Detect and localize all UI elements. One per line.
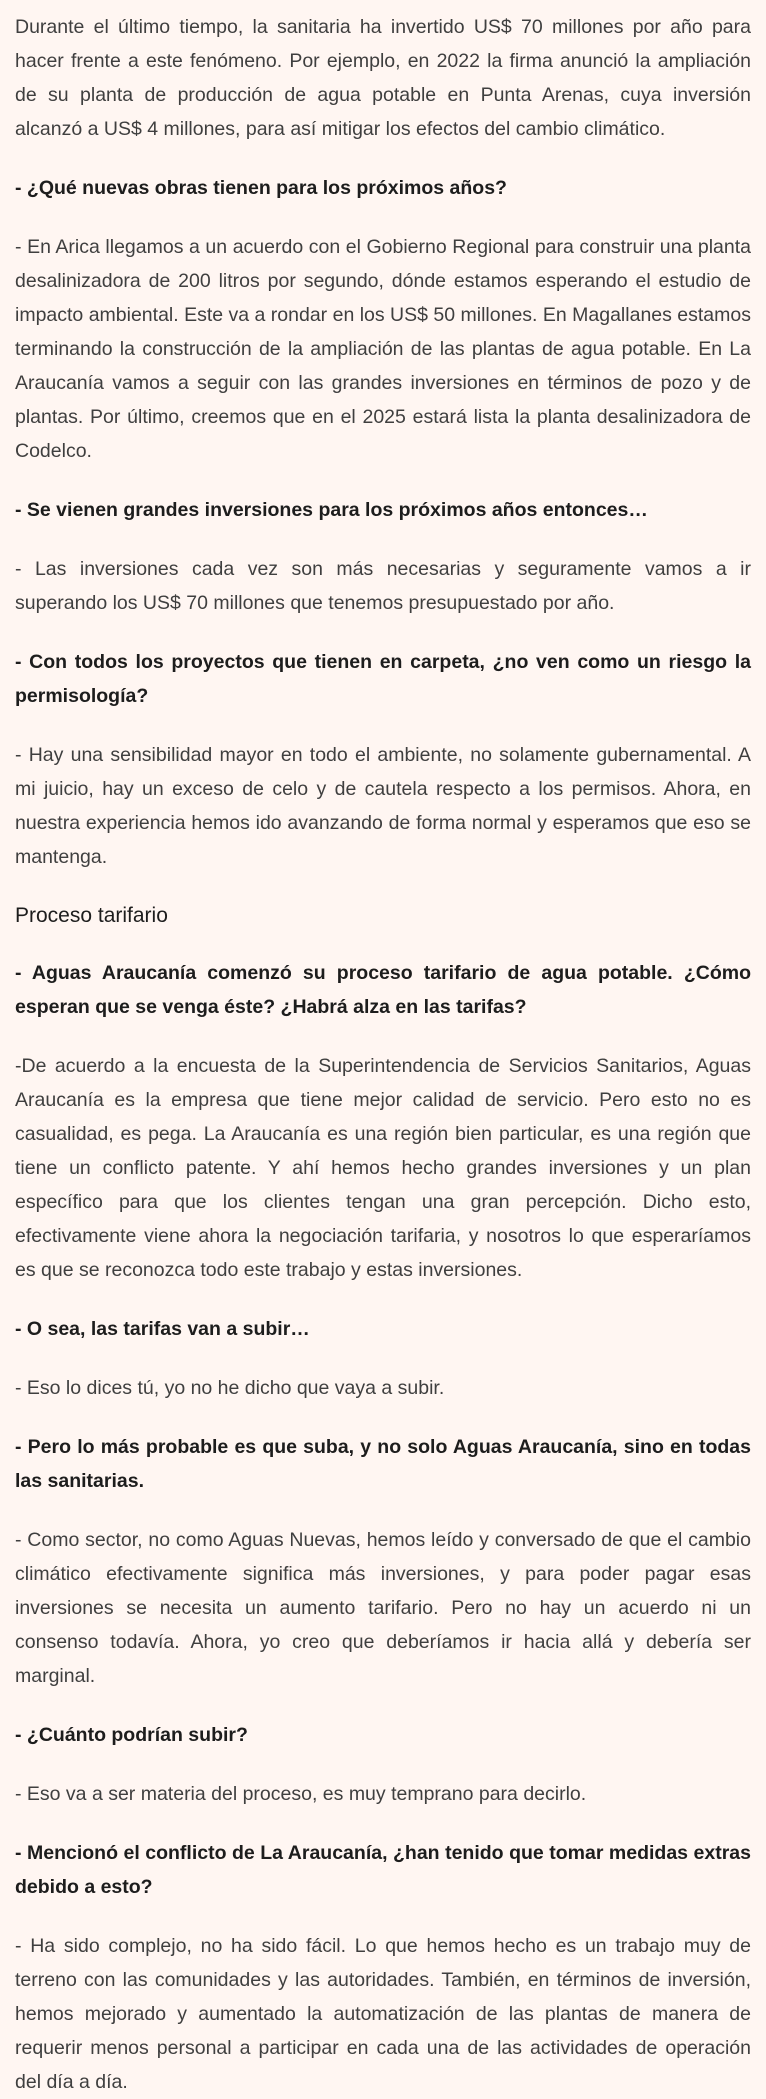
question-tariff-process: - Aguas Araucanía comenzó su proceso tarifario de agua potable. ¿Cómo esperan que se venga éste? ¿Habrá alza en las tarifas? <box>15 962 751 1018</box>
question-permits-risk: - Con todos los proyectos que tienen en carpeta, ¿no ven como un riesgo la permisología? <box>15 651 751 707</box>
question-all-sanitarias: - Pero lo más probable es que suba, y no solo Aguas Araucanía, sino en todas las sanitarias. <box>15 1436 751 1492</box>
question-new-works: - ¿Qué nuevas obras tienen para los próximos años? <box>15 177 507 199</box>
question-big-investments: - Se vienen grandes inversiones para los próximos años entonces… <box>15 499 648 521</box>
question-how-much: - ¿Cuánto podrían subir? <box>15 1724 248 1746</box>
intro-paragraph: Durante el último tiempo, la sanitaria ha invertido US$ 70 millones por año para hacer frente a este fenómeno. Por ejemplo, en 2022 la firma anunció la ampliación de su planta de producción de agua potable en Punta Arenas, cuya inversión alcanzó a US$ 4 millones, para así mitigar los efectos del cambio climático. <box>15 16 751 140</box>
answer-araucania-conflict: - Ha sido complejo, no ha sido fácil. Lo que hemos hecho es un trabajo muy de terreno con las comunidades y las autoridades. También, en términos de inversión, hemos mejorado y aumentado la automatización de las plantas de manera de requerir menos personal a participar en cada una de las actividades de operación del día a día. <box>15 1935 751 2093</box>
answer-tariffs-rise: - Eso lo dices tú, yo no he dicho que vaya a subir. <box>15 1377 445 1399</box>
section-subheading: Proceso tarifario <box>15 904 168 927</box>
answer-new-works: - En Arica llegamos a un acuerdo con el Gobierno Regional para construir una planta desalinizadora de 200 litros por segundo, dónde estamos esperando el estudio de impacto ambiental. Este va a rondar en los US$ 50 millones. En Magallanes estamos terminando la construcción de la ampliación de las plantas de agua potable. En La Araucanía vamos a seguir con las grandes inversiones en términos de pozo y de plantas. Por último, creemos que en el 2025 estará lista la planta desalinizadora de Codelco. <box>15 236 751 462</box>
answer-big-investments: - Las inversiones cada vez son más necesarias y seguramente vamos a ir superando los US$ 70 millones que tenemos presupuestado por año. <box>15 558 751 614</box>
question-tariffs-rise: - O sea, las tarifas van a subir… <box>15 1318 310 1340</box>
question-araucania-conflict: - Mencionó el conflicto de La Araucanía, ¿han tenido que tomar medidas extras debido a esto? <box>15 1842 751 1898</box>
answer-all-sanitarias: - Como sector, no como Aguas Nuevas, hemos leído y conversado de que el cambio climático efectivamente significa más inversiones, y para poder pagar esas inversiones se necesita un aumento tarifario. Pero no hay un acuerdo ni un consenso todavía. Ahora, yo creo que deberíamos ir hacia allá y debería ser marginal. <box>15 1529 751 1687</box>
answer-permits-risk: - Hay una sensibilidad mayor en todo el ambiente, no solamente gubernamental. A mi juicio, hay un exceso de celo y de cautela respecto a los permisos. Ahora, en nuestra experiencia hemos ido avanzando de forma normal y esperamos que eso se mantenga. <box>15 744 751 868</box>
answer-how-much: - Eso va a ser materia del proceso, es muy temprano para decirlo. <box>15 1783 587 1805</box>
answer-tariff-process: -De acuerdo a la encuesta de la Superintendencia de Servicios Sanitarios, Aguas Araucanía es la empresa que tiene mejor calidad de servicio. Pero esto no es casualidad, es pega. La Araucanía es una región bien particular, es una región que tiene un conflicto patente. Y ahí hemos hecho grandes inversiones y un plan específico para que los clientes tengan una gran percepción. Dicho esto, efectivamente viene ahora la negociación tarifaria, y nosotros lo que esperaríamos es que se reconozca todo este trabajo y estas inversiones. <box>15 1055 751 1281</box>
